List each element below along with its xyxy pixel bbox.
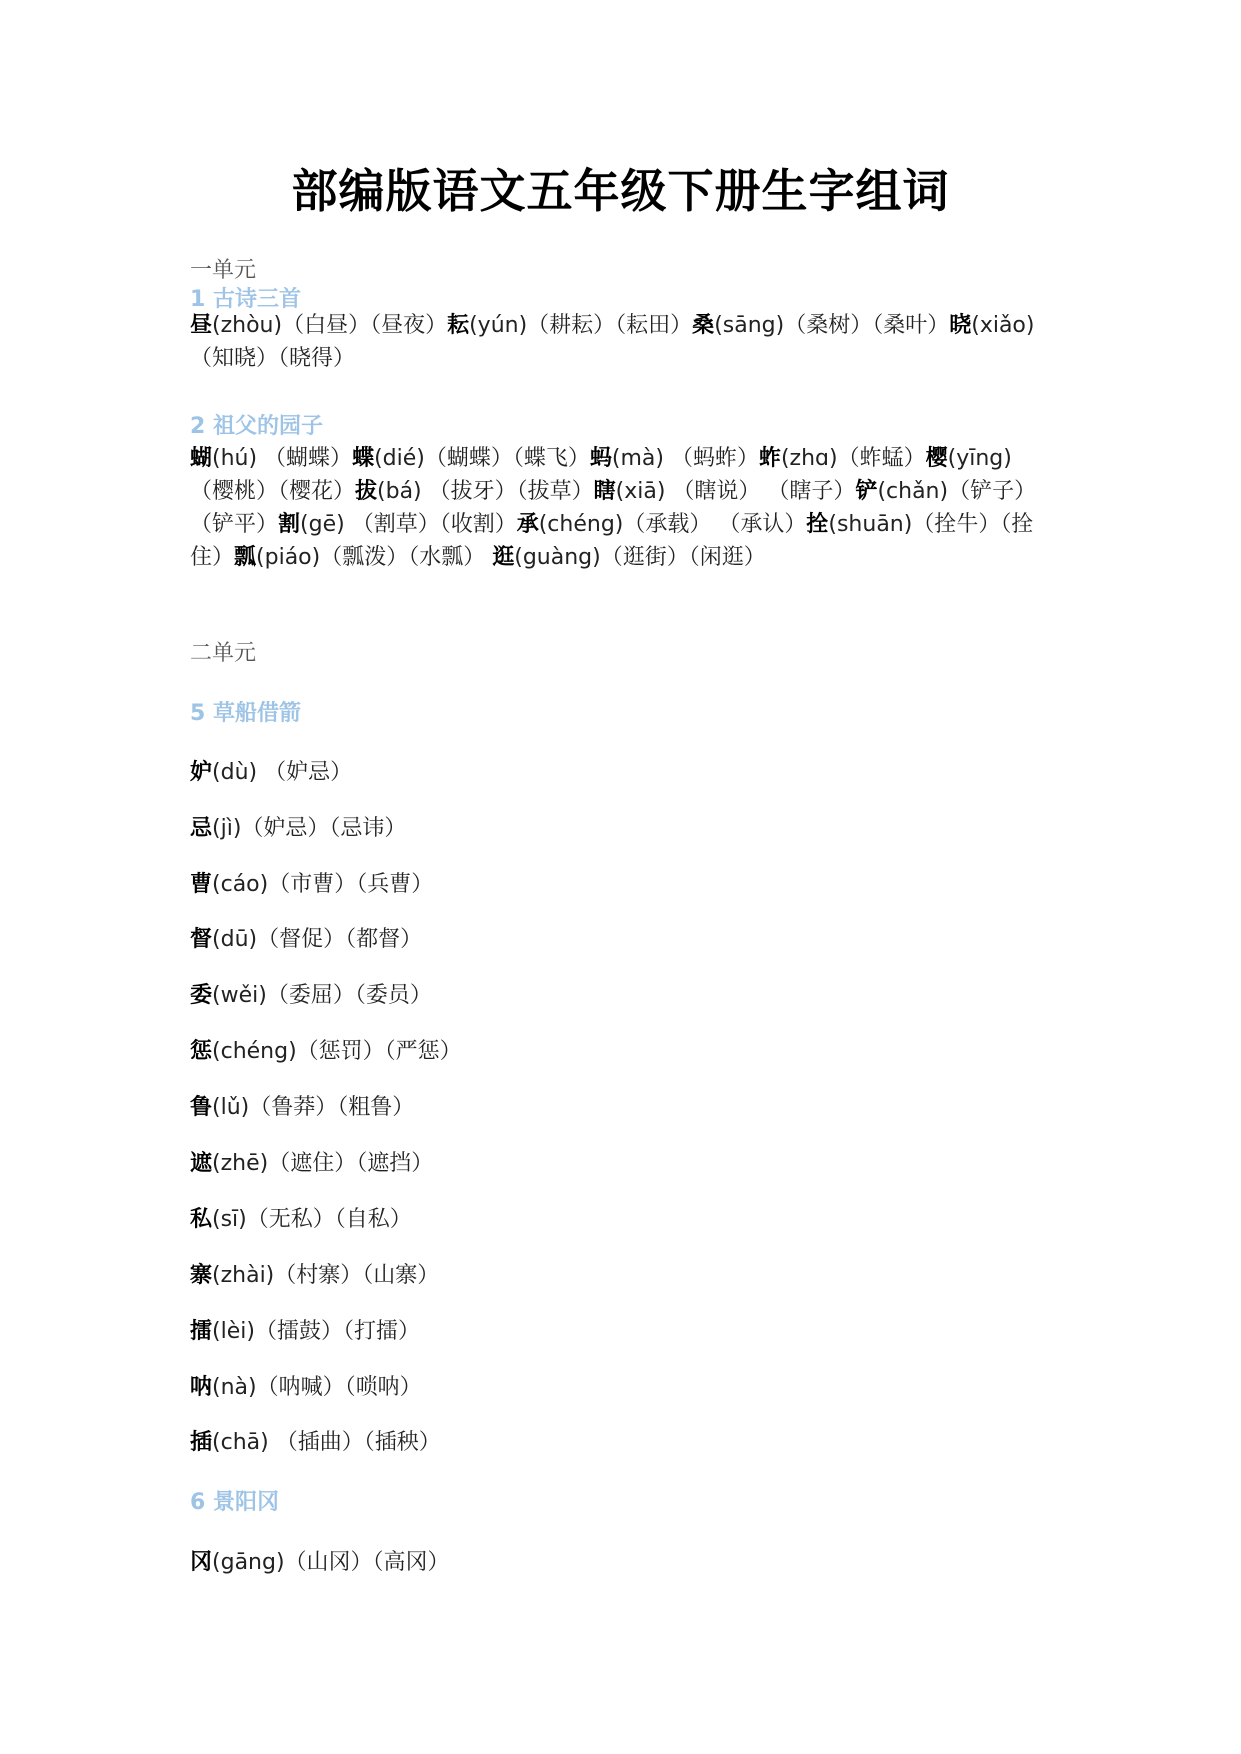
lesson-6-title: 6 景阳冈 bbox=[190, 1490, 279, 1515]
word-entry: 冈(gāng)（山冈）（高冈） bbox=[190, 1550, 450, 1575]
word-entry: 呐(nà)（呐喊）（唢呐） bbox=[190, 1375, 422, 1400]
lesson-1-title: 1 古诗三首 bbox=[190, 287, 301, 312]
word-entry: 遮(zhē)（遮住）（遮挡） bbox=[190, 1151, 434, 1176]
word-entry: 督(dū)（督促）（都督） bbox=[190, 927, 423, 952]
word-entry: 曹(cáo)（市曹）（兵曹） bbox=[190, 872, 434, 897]
word-entry: 瓢(piáo)（瓢泼）（水瓢） bbox=[234, 545, 493, 570]
word-entry: 蚱(zhɑ)（蚱蜢） bbox=[758, 446, 926, 471]
lesson-5-title: 5 草船借箭 bbox=[190, 701, 301, 726]
word-entry: 蚂(mà) （蚂蚱） bbox=[589, 446, 759, 471]
word-entry: 私(sī)（无私）（自私） bbox=[190, 1207, 412, 1232]
lesson-2-words bbox=[190, 442, 1050, 574]
word-entry: 樱(yīng)（樱桃）（樱花） bbox=[190, 446, 1012, 504]
word-entry: 寨(zhài)（村寨）（山寨） bbox=[190, 1263, 440, 1288]
word-entry: 惩(chéng)（惩罚）（严惩） bbox=[190, 1039, 462, 1064]
word-entry: 擂(lèi)（擂鼓）（打擂） bbox=[190, 1319, 420, 1344]
lesson-1-words bbox=[190, 309, 1050, 375]
word-entry: 鲁(lǔ)（鲁莽）（粗鲁） bbox=[190, 1095, 415, 1120]
word-entry: 拴(shuān)（拴牛）（拴住） bbox=[190, 512, 1034, 570]
word-entry: 逛(guàng)（逛街）（闲逛） bbox=[492, 545, 766, 570]
word-entry: 耘(yún)（耕耘）（耘田） bbox=[447, 313, 693, 338]
unit-2-heading: 二单元 bbox=[190, 641, 257, 666]
word-entry: 瞎(xiā) （瞎说） （瞎子） bbox=[593, 479, 856, 504]
word-entry: 晓(xiǎo)（知晓）（晓得） bbox=[190, 313, 1035, 371]
word-entry: 承(chéng)（承载） （承认） bbox=[516, 512, 807, 537]
word-entry: 拔(bá) （拔牙）（拔草） bbox=[355, 479, 594, 504]
word-entry: 桑(sāng)（桑树）（桑叶） bbox=[692, 313, 950, 338]
word-entry: 蝴(hú) （蝴蝶） bbox=[190, 446, 353, 471]
word-entry: 忌(jì)（妒忌）（忌讳） bbox=[190, 816, 407, 841]
word-entry: 昼(zhòu)（白昼）（昼夜） bbox=[190, 313, 448, 338]
word-entry: 铲(chǎn)（铲子）（铲平） bbox=[190, 479, 1037, 537]
word-entry: 蝶(dié)（蝴蝶）（蝶飞） bbox=[352, 446, 590, 471]
word-entry: 妒(dù) （妒忌） bbox=[190, 760, 353, 785]
word-entry: 插(chā) （插曲）（插秧） bbox=[190, 1430, 441, 1455]
word-entry: 割(gē) （割草）（收割） bbox=[278, 512, 517, 537]
word-entry: 委(wěi)（委屈）（委员） bbox=[190, 983, 432, 1008]
unit-1-heading: 一单元 bbox=[190, 258, 257, 283]
lesson-2-title: 2 祖父的园子 bbox=[190, 414, 323, 439]
document-title: 部编版语文五年级下册生字组词 bbox=[291, 164, 950, 218]
